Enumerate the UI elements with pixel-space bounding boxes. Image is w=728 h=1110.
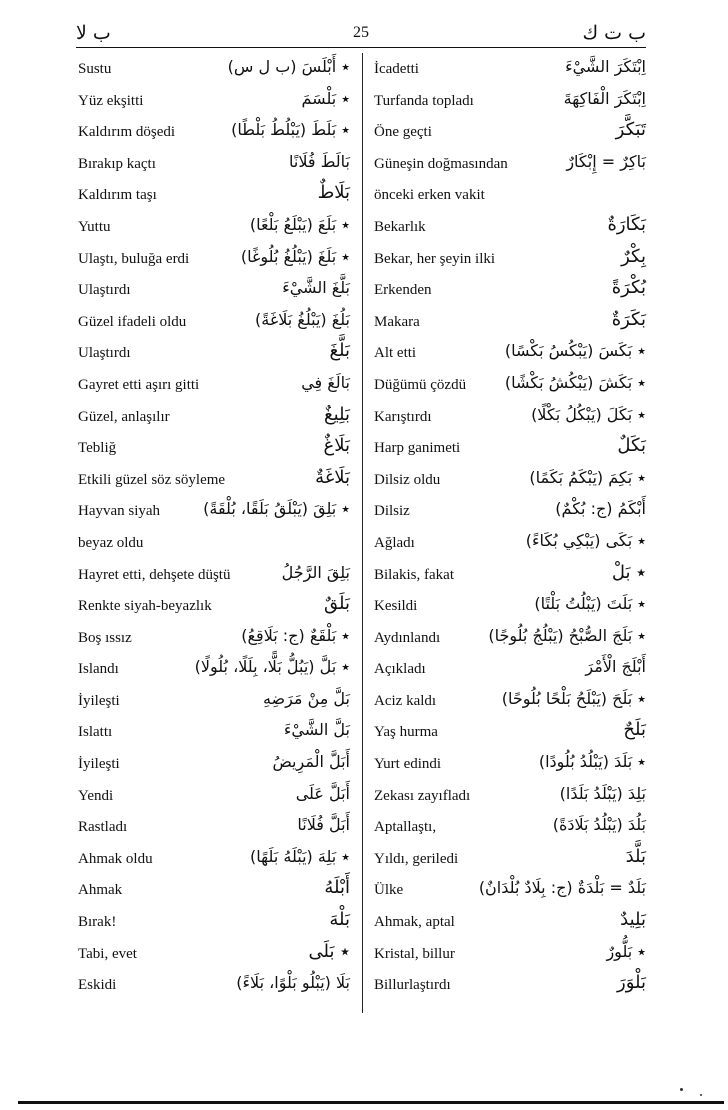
dictionary-entry — [78, 182, 350, 214]
turkish-definition: Tebliğ — [78, 440, 117, 457]
arabic-headword: ٭ بَلَغَ (يَبْلُغُ بُلُوغًا) — [240, 246, 350, 266]
dictionary-entry — [374, 151, 646, 183]
turkish-definition: Bekarlık — [374, 218, 426, 235]
arabic-headword: بَلُدَ (يَبْلُدُ بَلَادَةً) — [552, 815, 646, 835]
arabic-headword: ٭ بَلُّورٌ — [606, 941, 646, 961]
turkish-definition: Bırak! — [78, 914, 117, 931]
dictionary-entry — [374, 435, 646, 467]
dictionary-entry — [374, 877, 646, 909]
arabic-headword: بَلَقٌ — [324, 593, 350, 615]
dictionary-entry — [78, 846, 350, 878]
turkish-definition: Ağladı — [374, 534, 415, 551]
turkish-definition: Alt etti — [374, 345, 417, 362]
dictionary-entry — [78, 88, 350, 120]
turkish-definition: Boş ıssız — [78, 629, 132, 646]
arabic-headword: بَكَلٌ — [617, 435, 646, 457]
arabic-headword: اِبْتَكَرَ الشَّيْءَ — [565, 57, 646, 76]
arabic-headword: بَلَا (يَبْلُو بَلْوًا، بَلَاءً) — [236, 973, 350, 993]
arabic-headword: ٭ بَلَحَ (يَبْلَحُ بَلْحًا بُلُوحًا) — [501, 688, 646, 708]
arabic-headword: اِبْتَكَرَ الْفَاكِهَةَ — [563, 88, 646, 108]
turkish-definition: Kaldırım taşı — [78, 187, 157, 204]
arabic-headword: بِكْرٌ — [621, 245, 646, 267]
turkish-definition: Bırakıp kaçtı — [78, 155, 156, 172]
turkish-definition: Güzel ifadeli oldu — [78, 313, 187, 330]
arabic-headword: ٭ بَلْقَعٌ (ج: بَلَاقِعُ) — [241, 625, 350, 645]
turkish-definition: Islattı — [78, 724, 113, 741]
dictionary-entry — [78, 246, 350, 278]
turkish-definition: Karıştırdı — [374, 408, 432, 425]
dictionary-entry — [78, 593, 350, 625]
arabic-headword: بَلْهَ — [329, 909, 350, 931]
turkish-definition: Islandı — [78, 661, 119, 678]
turkish-definition: Ulaştırdı — [78, 282, 131, 299]
turkish-definition: Renkte siyah-beyazlık — [78, 598, 212, 615]
dictionary-entry — [374, 751, 646, 783]
arabic-headword: بَلَحٌ — [623, 719, 646, 741]
dictionary-entry — [374, 404, 646, 436]
turkish-definition: Etkili güzel söz söyleme — [78, 471, 226, 488]
turkish-definition: beyaz oldu — [78, 534, 144, 551]
left-column — [78, 56, 350, 1004]
turkish-definition: Makara — [374, 313, 420, 330]
arabic-headword: ٭ بَلَعَ (يَبْلَعُ بَلْعًا) — [249, 214, 350, 234]
page-header — [76, 18, 646, 48]
arabic-headword: بَالَطَ فُلَانًا — [289, 151, 350, 171]
turkish-definition: Ahmak oldu — [78, 850, 153, 867]
turkish-definition: Kesildi — [374, 598, 418, 615]
arabic-headword: ٭ بَلْسَمَ — [301, 88, 350, 108]
turkish-definition: Dilsiz oldu — [374, 471, 441, 488]
dictionary-entry — [78, 814, 350, 846]
dictionary-entry — [374, 309, 646, 341]
arabic-headword: بَاكِرٌ = إِبْكَارٌ — [566, 151, 646, 171]
header-rule — [76, 47, 646, 48]
header-right-guide-word: ب ت ك — [582, 22, 646, 44]
dictionary-entry — [78, 530, 350, 562]
right-column — [374, 56, 646, 1004]
dictionary-entry — [374, 814, 646, 846]
dictionary-entry — [374, 56, 646, 88]
arabic-headword: بَلْوَرَ — [617, 972, 646, 994]
arabic-headword: بَالَغَ فِي — [301, 372, 350, 392]
turkish-definition: Ahmak — [78, 882, 123, 899]
dictionary-entry — [78, 277, 350, 309]
dictionary-entry — [78, 340, 350, 372]
turkish-definition: Kaldırım döşedi — [78, 124, 176, 141]
turkish-definition: Kristal, billur — [374, 945, 455, 962]
arabic-headword: ٭ بَلَتَ (يَبْلُتُ بَلْتًا) — [534, 594, 646, 614]
dictionary-entry — [374, 498, 646, 530]
turkish-definition: Aciz kaldı — [374, 692, 437, 709]
turkish-definition: Hayret etti, dehşete düştü — [78, 566, 231, 583]
dictionary-entry — [78, 467, 350, 499]
arabic-headword: بَلَاغَةٌ — [315, 466, 350, 488]
arabic-headword: ٭ بَكَشَ (يَبْكُشُ بَكْشًا) — [504, 372, 646, 392]
arabic-headword: بَلِقَ الرَّجُلُ — [281, 562, 350, 582]
turkish-definition: Yurt edindi — [374, 756, 442, 773]
turkish-definition: Tabi, evet — [78, 945, 137, 962]
dictionary-entry — [78, 719, 350, 751]
arabic-headword: ٭ بَكَى (يَبْكِي بُكَاءً) — [525, 530, 646, 550]
arabic-headword: بَلَّدَ — [625, 845, 646, 867]
turkish-definition: Güneşin doğmasından — [374, 155, 508, 172]
dictionary-entry — [78, 372, 350, 404]
dictionary-entry — [374, 530, 646, 562]
turkish-definition: Gayret etti aşırı gitti — [78, 376, 200, 393]
turkish-definition: İyileşti — [78, 692, 120, 709]
arabic-headword: ٭ بَلَى — [308, 940, 350, 962]
dictionary-entry — [78, 435, 350, 467]
turkish-definition: Ahmak, aptal — [374, 914, 455, 931]
dictionary-entry — [78, 751, 350, 783]
turkish-definition: Ulaştı, buluğa erdi — [78, 250, 190, 267]
arabic-headword: بَكَرَةٌ — [611, 308, 646, 330]
dictionary-entry — [78, 783, 350, 815]
dictionary-entry — [374, 625, 646, 657]
arabic-headword: بَلَّغَ — [329, 340, 350, 362]
turkish-definition: Yüz ekşitti — [78, 92, 144, 109]
dictionary-entry — [78, 877, 350, 909]
turkish-definition: Bilakis, fakat — [374, 566, 454, 583]
arabic-headword: بَلِدَ (يَبْلَدُ بَلَدًا) — [559, 783, 646, 803]
arabic-headword: بَلَدٌ = بَلْدَةٌ (ج: بِلَادٌ بُلْدَانٌ) — [478, 878, 646, 898]
turkish-definition: Sustu — [78, 61, 112, 77]
arabic-headword: بَلُغَ (يَبْلُغُ بَلَاغَةً) — [255, 309, 350, 329]
arabic-headword: ٭ بَكِمَ (يَبْكَمُ بَكَمًا) — [529, 467, 646, 487]
dictionary-entry — [78, 972, 350, 1004]
dictionary-entry — [78, 562, 350, 594]
turkish-definition: Rastladı — [78, 819, 128, 836]
arabic-headword: ٭ بَكَلَ (يَبْكُلُ بَكْلًا) — [531, 404, 646, 424]
turkish-definition: Aptallaştı, — [374, 819, 437, 836]
arabic-headword: بَلَّ مِنْ مَرَضِهِ — [262, 688, 350, 708]
turkish-definition: Eskidi — [78, 977, 117, 994]
dictionary-entry — [78, 151, 350, 183]
dictionary-entry — [374, 783, 646, 815]
arabic-headword: بَلَّ الشَّيْءَ — [283, 720, 350, 740]
turkish-definition: Yendi — [78, 787, 114, 804]
dictionary-entry — [374, 562, 646, 594]
dictionary-entry — [78, 56, 350, 88]
dictionary-entry — [78, 688, 350, 720]
dictionary-entry — [78, 214, 350, 246]
dictionary-entry — [78, 498, 350, 530]
arabic-headword: بَلِيدٌ — [620, 909, 646, 931]
arabic-headword: ٭ بَلَدَ (يَبْلُدُ بُلُودًا) — [538, 752, 646, 772]
dictionary-entry — [374, 182, 646, 214]
header-left-guide-word: ب لا — [76, 22, 111, 44]
turkish-definition: Bekar, her şeyin ilki — [374, 250, 496, 267]
turkish-definition: Zekası zayıfladı — [374, 787, 471, 804]
footer-rule — [18, 1101, 724, 1104]
scan-speck — [700, 1094, 702, 1096]
arabic-headword: بَلَّغَ الشَّيْءَ — [282, 278, 350, 298]
arabic-headword: ٭ بَلَّ (يَبُلُّ بَلًّا، بِلَلًا، بُلُولًا) — [194, 657, 350, 677]
arabic-headword: ٭ بَلْ — [611, 561, 646, 583]
page-number: 25 — [353, 24, 369, 41]
arabic-headword: أَبَلَّ الْمَرِيضُ — [272, 752, 350, 772]
arabic-headword: أَبْلَجَ الْأَمْرَ — [585, 657, 646, 677]
turkish-definition: Güzel, anlaşılır — [78, 408, 170, 425]
turkish-definition: Billurlaştırdı — [374, 977, 451, 994]
arabic-headword: ٭ بَلَطَ (يَبْلُطُ بَلْطًا) — [231, 120, 350, 140]
turkish-definition: Harp ganimeti — [374, 440, 461, 457]
dictionary-entry — [374, 467, 646, 499]
arabic-headword: أَبَلَّ فُلَانًا — [297, 815, 350, 835]
arabic-headword: أَبْكَمُ (ج: بُكْمٌ) — [555, 499, 646, 519]
turkish-definition: İcadetti — [374, 61, 419, 77]
dictionary-entry — [78, 909, 350, 941]
dictionary-entry — [374, 119, 646, 151]
turkish-definition: Hayvan siyah — [78, 503, 161, 520]
turkish-definition: Yuttu — [78, 218, 111, 235]
arabic-headword: بَكَارَةٌ — [607, 213, 646, 235]
arabic-headword: بَلَاطٌ — [317, 182, 350, 204]
dictionary-entry — [374, 340, 646, 372]
turkish-definition: Ulaştırdı — [78, 345, 131, 362]
dictionary-entry — [78, 656, 350, 688]
turkish-definition: önceki erken vakit — [374, 187, 485, 204]
dictionary-entry — [374, 972, 646, 1004]
arabic-headword: بُكْرَةً — [611, 277, 646, 299]
arabic-headword: ٭ أَبْلَسَ (ب ل س) — [227, 57, 350, 76]
turkish-definition: Dilsiz — [374, 503, 410, 520]
arabic-headword: ٭ بَلِهَ (يَبْلَهُ بَلَهًا) — [250, 846, 350, 866]
dictionary-entry — [374, 688, 646, 720]
turkish-definition: Düğümü çözdü — [374, 376, 467, 393]
dictionary-entry — [78, 309, 350, 341]
arabic-headword: ٭ بَلَجَ الصُّبْحُ (يَبْلُجُ بُلُوجًا) — [488, 625, 646, 645]
arabic-headword: بَلَاغٌ — [323, 435, 350, 457]
scan-speck — [680, 1088, 683, 1091]
turkish-definition: Turfanda topladı — [374, 92, 474, 109]
dictionary-entry — [374, 88, 646, 120]
arabic-headword: ٭ بَلِقَ (يَبْلَقُ بَلَقًا، بُلْقَةً) — [203, 499, 350, 519]
arabic-headword: أَبْلَهُ — [324, 877, 350, 899]
turkish-definition: Aydınlandı — [374, 629, 441, 646]
dictionary-entry — [374, 214, 646, 246]
turkish-definition: Erkenden — [374, 282, 432, 299]
arabic-headword: أَبَلَّ عَلَى — [295, 783, 350, 803]
dictionary-entry — [374, 719, 646, 751]
dictionary-entry — [78, 404, 350, 436]
dictionary-entry — [374, 941, 646, 973]
arabic-headword: تَبَكَّرَ — [615, 119, 646, 141]
dictionary-entry — [374, 656, 646, 688]
dictionary-entry — [374, 246, 646, 278]
dictionary-entry — [78, 941, 350, 973]
turkish-definition: Ülke — [374, 882, 404, 899]
dictionary-entry — [374, 593, 646, 625]
turkish-definition: İyileşti — [78, 756, 120, 773]
dictionary-entry — [374, 372, 646, 404]
dictionary-entry — [374, 846, 646, 878]
dictionary-entry — [374, 909, 646, 941]
turkish-definition: Öne geçti — [374, 124, 432, 141]
arabic-headword: ٭ بَكَسَ (يَبْكُسُ بَكْسًا) — [504, 341, 646, 361]
arabic-headword: بَلِيغٌ — [324, 403, 350, 425]
turkish-definition: Yaş hurma — [374, 724, 438, 741]
column-divider — [362, 53, 363, 1013]
dictionary-entry — [374, 277, 646, 309]
dictionary-entry — [78, 625, 350, 657]
turkish-definition: Açıkladı — [374, 661, 426, 678]
turkish-definition: Yıldı, geriledi — [374, 850, 459, 867]
dictionary-entry — [78, 119, 350, 151]
